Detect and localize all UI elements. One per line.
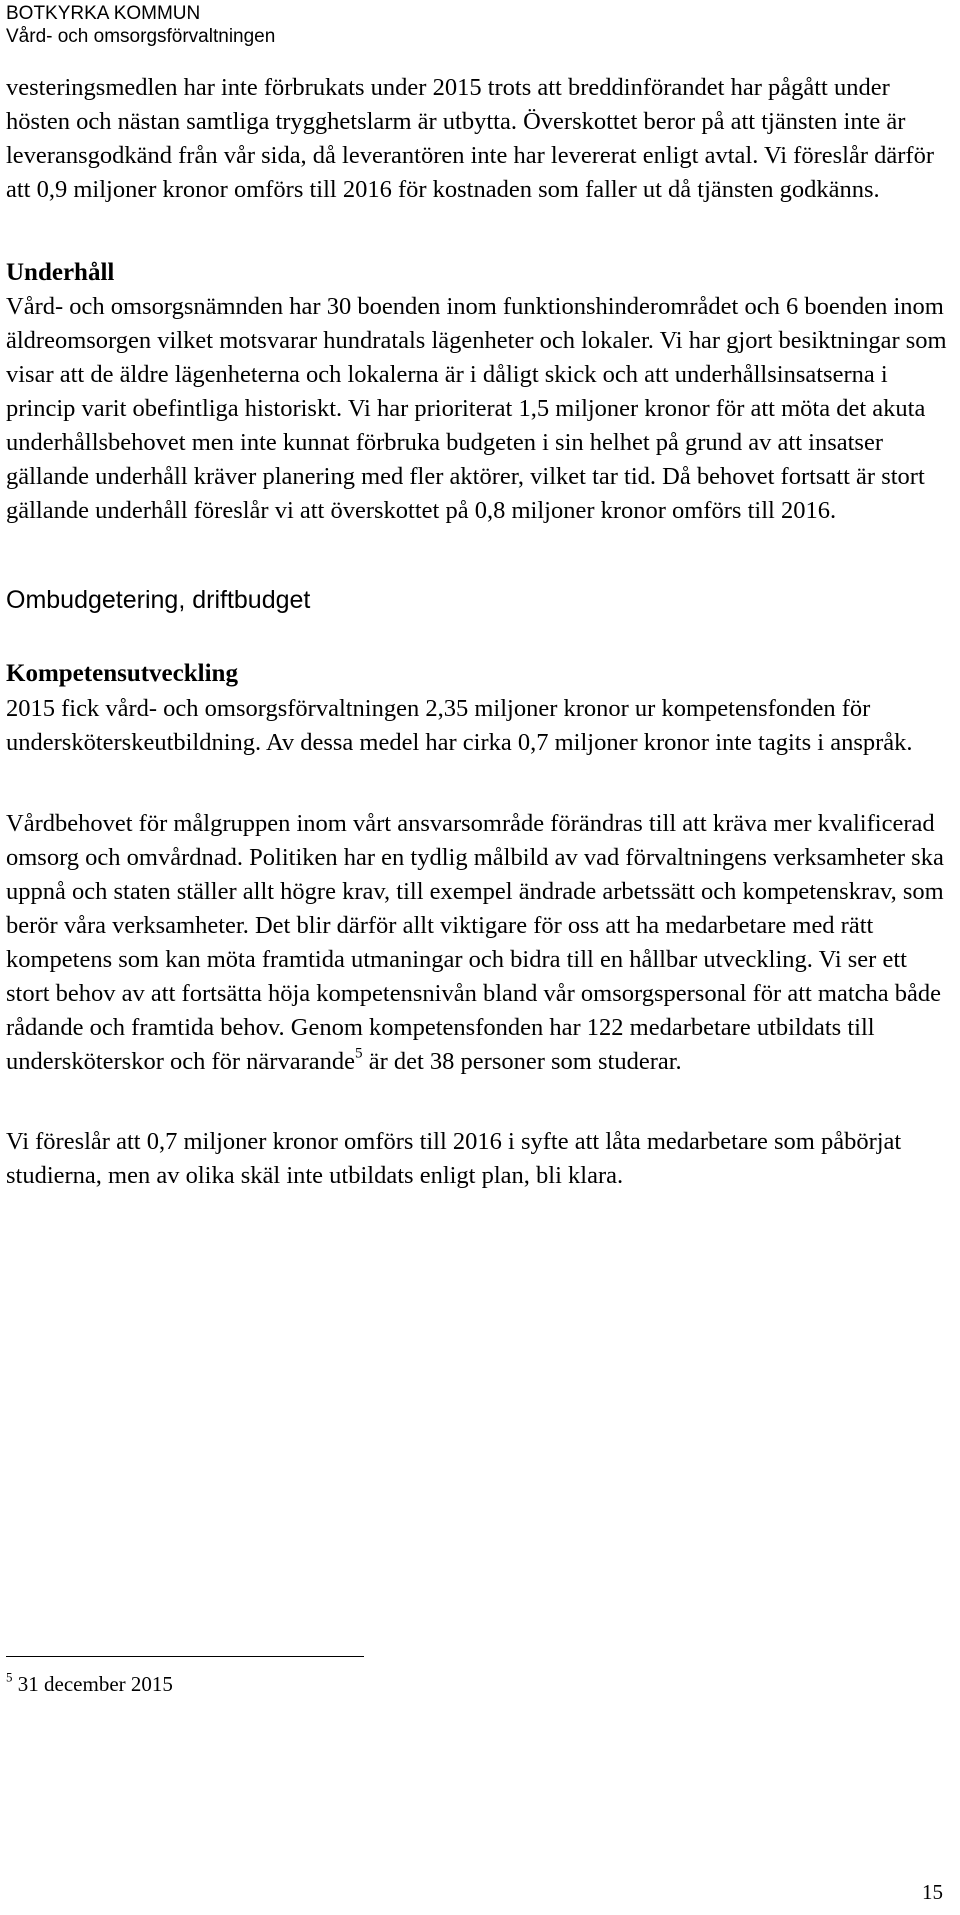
org-name: BOTKYRKA KOMMUN <box>6 3 201 24</box>
footnote <box>6 1670 173 1698</box>
department-name: Vård- och omsorgsförvaltningen <box>6 26 276 47</box>
intro-paragraph-block <box>6 71 951 207</box>
footnote-reference: 5 <box>354 1044 363 1062</box>
kompetens-section <box>6 657 951 691</box>
kompetens-paragraph-3-block <box>6 1125 951 1193</box>
kompetens-paragraph-1-block <box>6 692 951 760</box>
kompetens-paragraph-2-text: Vårdbehovet för målgruppen inom vårt ansvarsområde förändras till att kräva mer kvalificerad omsorg och omvårdnad. Politiken har en tydlig målbild av vad förvaltningens verksamheter ska uppnå och staten ställer allt högre krav, till exempel ändrade arbetssätt och kompetenskrav, som berör våra verksamheter. Det blir därför allt viktigare för oss att ha medarbetare med rätt kompetens som kan möta framtida utmaningar och bidra till en hållbar utveckling. Vi ser ett stort behov av att fortsätta höja kompetensnivån bland vår omsorgspersonal för att matcha både rådande och framtida behov. Genom kompetensfonden har 122 medarbetare utbildats till undersköterskor och för närvarande <box>6 810 944 1075</box>
page-header <box>6 2 275 48</box>
kompetens-paragraph-2 <box>6 807 951 1079</box>
ombudgetering-section <box>6 583 951 617</box>
underhall-paragraph: Vård- och omsorgsnämnden har 30 boenden inom funktionshinderområdet och 6 boenden inom äldreomsorgen vilket motsvarar hundratals lägenheter och lokaler. Vi har gjort besiktningar som visar att de äldre lägenheterna och lokalerna är i dåligt skick och att underhållsinsatserna i princip varit obefintliga historiskt. Vi har prioriterat 1,5 miljoner kronor för att möta det akuta underhållsbehovet men inte kunnat förbruka budgeten i sin helhet på grund av att insatser gällande underhåll kräver planering med fler aktörer, vilket tar tid. Då behovet fortsatt är stort gällande underhåll föreslår vi att överskottet på 0,8 miljoner kronor omförs till 2016. <box>6 293 947 524</box>
underhall-body <box>6 290 951 528</box>
kompetens-heading: Kompetensutveckling <box>6 660 238 687</box>
intro-paragraph: vesteringsmedlen har inte förbrukats under 2015 trots att breddinförandet har pågått under hösten och nästan samtliga trygghetslarm är utbytta. Överskottet beror på att tjänsten inte är leveransgodkänd från vår sida, då leverantören inte har levererat enligt avtal. Vi föreslår därför att 0,9 miljoner kronor omförs till 2016 för kostnaden som faller ut då tjänsten godkänns. <box>6 74 934 203</box>
footnote-divider <box>6 1656 364 1657</box>
footnote-number: 5 <box>6 1669 13 1685</box>
kompetens-paragraph-1: 2015 fick vård- och omsorgsförvaltningen 2,35 miljoner kronor ur kompetensfonden för undersköterskeutbildning. Av dessa medel har cirka 0,7 miljoner kronor inte tagits i anspråk. <box>6 695 913 756</box>
underhall-heading: Underhåll <box>6 259 115 286</box>
ombudgetering-heading: Ombudgetering, driftbudget <box>6 586 311 614</box>
kompetens-paragraph-3: Vi föreslår att 0,7 miljoner kronor omförs till 2016 i syfte att låta medarbetare som påbörjat studierna, men av olika skäl inte utbildats enligt plan, bli klara. <box>6 1128 902 1189</box>
kompetens-paragraph-2-block <box>6 807 951 1079</box>
footnote-text: 31 december 2015 <box>12 1672 173 1696</box>
kompetens-paragraph-2-tail: är det 38 personer som studerar. <box>362 1048 682 1075</box>
page-number: 15 <box>922 1880 943 1904</box>
underhall-section <box>6 256 951 290</box>
